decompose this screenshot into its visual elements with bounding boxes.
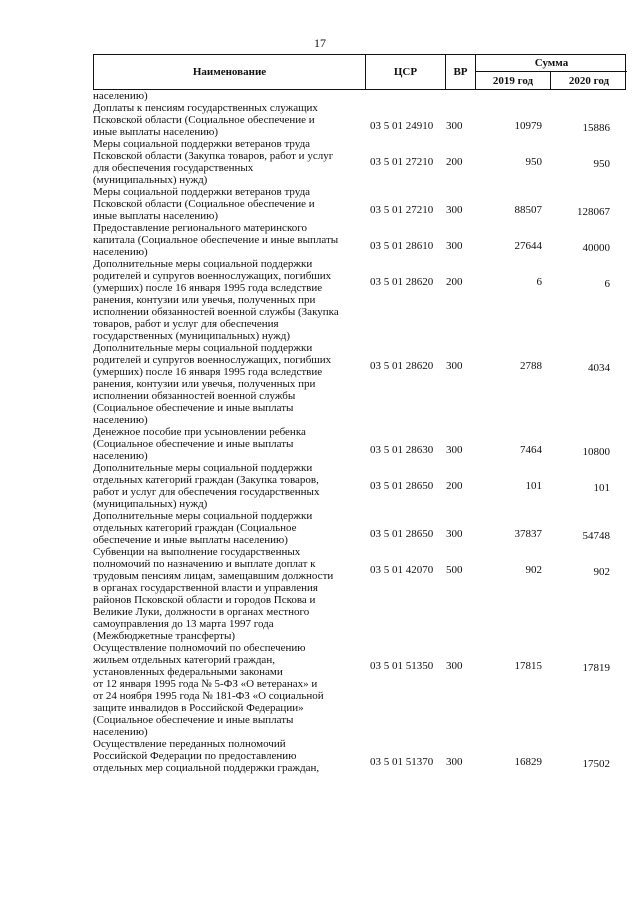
cell-name-line: Дополнительные меры социальной поддержки	[93, 258, 313, 270]
table-row	[0, 186, 640, 222]
cell-name-line: Псковской области (Закупка товаров, работ и услуг	[93, 150, 334, 162]
cell-name-line: защите инвалидов в Российской Федерации»	[93, 702, 304, 714]
cell-name	[93, 342, 355, 426]
cell-name-line: Доплаты к пенсиям государственных служащих	[93, 102, 318, 114]
cell-name-line: (Социальное обеспечение и иные выплаты	[93, 438, 294, 450]
cell-name-line: (Межбюджетные трансферты)	[93, 630, 235, 642]
cell-name-line: от 12 января 1995 года № 5-ФЗ «О ветеранах» и	[93, 678, 318, 690]
cell-name-line: населению)	[93, 90, 148, 102]
header-year-2020: 2020 год	[568, 74, 610, 87]
table-row	[0, 138, 640, 186]
cell-csr: 03 5 01 27210	[370, 156, 434, 168]
cell-name-line: населению)	[93, 726, 148, 738]
cell-name	[93, 258, 355, 342]
cell-y1: 950	[525, 156, 542, 168]
cell-vr: 300	[446, 240, 463, 252]
cell-y2: 4034	[588, 362, 610, 374]
cell-y2: 40000	[582, 242, 610, 254]
cell-csr: 03 5 01 28610	[370, 240, 434, 252]
cell-y1: 16829	[514, 756, 542, 768]
cell-y2: 902	[593, 566, 610, 578]
header-vr: ВР	[446, 55, 476, 89]
table-row	[0, 342, 640, 426]
cell-vr: 300	[446, 204, 463, 216]
cell-y1: 6	[536, 276, 542, 288]
cell-name-line: государственных (муниципальных) нужд)	[93, 330, 290, 342]
table-row	[0, 510, 640, 546]
cell-vr: 200	[446, 480, 463, 492]
cell-name-line: районов Псковской области и городов Пскова и	[93, 594, 316, 606]
cell-name-line: исполнении обязанностей военной службы (Закупка	[93, 306, 339, 318]
cell-name-line: Дополнительные меры социальной поддержки	[93, 462, 313, 474]
cell-y2: 54748	[582, 530, 610, 542]
cell-csr: 03 5 01 42070	[370, 564, 434, 576]
header-year-2019: 2019 год	[476, 72, 551, 89]
cell-name-line: Осуществление полномочий по обеспечению	[93, 642, 306, 654]
cell-name-line: от 24 ноября 1995 года № 181-ФЗ «О социальной	[93, 690, 324, 702]
cell-name-line: Меры социальной поддержки ветеранов труда	[93, 186, 311, 198]
cell-name-line: иные выплаты населению)	[93, 210, 218, 222]
table-row	[0, 258, 640, 342]
cell-name-line: родителей и супругов военнослужащих, погибших	[93, 270, 332, 282]
cell-csr: 03 5 01 28650	[370, 480, 434, 492]
cell-name-line: полномочий по назначению и выплате доплат к	[93, 558, 316, 570]
cell-name-line: населению)	[93, 450, 148, 462]
page-number: 17	[314, 36, 326, 50]
cell-name	[93, 186, 355, 222]
cell-name-line: ранения, контузии или увечья, полученных при	[93, 378, 316, 390]
cell-name-line: Псковской области (Социальное обеспечение и	[93, 198, 315, 210]
cell-y2: 6	[604, 278, 610, 290]
cell-y2: 128067	[577, 206, 610, 218]
cell-name-line: Российской Федерации по предоставлению	[93, 750, 297, 762]
table-row	[0, 738, 640, 774]
cell-name-line: установленных федеральными законами	[93, 666, 283, 678]
cell-name-line: исполнении обязанностей военной службы	[93, 390, 296, 402]
cell-vr: 300	[446, 756, 463, 768]
cell-y1: 2788	[520, 360, 542, 372]
header-csr: ЦСР	[366, 55, 446, 89]
cell-y1: 10979	[514, 120, 542, 132]
cell-name	[93, 546, 355, 642]
cell-y2: 101	[593, 482, 610, 494]
cell-name	[93, 462, 355, 510]
cell-csr: 03 5 01 27210	[370, 204, 434, 216]
cell-y1: 37837	[514, 528, 542, 540]
cell-csr: 03 5 01 51350	[370, 660, 434, 672]
cell-name-line: Меры социальной поддержки ветеранов труда	[93, 138, 311, 150]
cell-vr: 200	[446, 156, 463, 168]
cell-vr: 500	[446, 564, 463, 576]
cell-name-line: Великие Луки, должности в органах местного	[93, 606, 310, 618]
cell-vr: 300	[446, 660, 463, 672]
cell-name-line: в органах государственной власти и управления	[93, 582, 318, 594]
cell-csr: 03 5 01 51370	[370, 756, 434, 768]
cell-vr: 300	[446, 360, 463, 372]
cell-name-line: Денежное пособие при усыновлении ребенка	[93, 426, 306, 438]
cell-name	[93, 510, 355, 546]
cell-vr: 200	[446, 276, 463, 288]
cell-name-line: Дополнительные меры социальной поддержки	[93, 510, 313, 522]
cell-name-line: (Социальное обеспечение и иные выплаты	[93, 402, 294, 414]
cell-csr: 03 5 01 28620	[370, 276, 434, 288]
cell-name	[93, 642, 355, 738]
cell-name-line: Предоставление регионального материнского	[93, 222, 307, 234]
cell-y2: 17502	[582, 758, 610, 770]
cell-y2: 950	[593, 158, 610, 170]
cell-name-line: трудовым пенсиям лицам, замещавшим должности	[93, 570, 334, 582]
cell-name-line: жильем отдельных категорий граждан,	[93, 654, 275, 666]
cell-vr: 300	[446, 120, 463, 132]
cell-y1: 17815	[514, 660, 542, 672]
cell-name-line: населению)	[93, 414, 148, 426]
cell-name-line: населению)	[93, 246, 148, 258]
cell-name-line: Псковской области (Социальное обеспечение и	[93, 114, 315, 126]
cell-name-line: для обеспечения государственных	[93, 162, 254, 174]
cell-y1: 101	[525, 480, 542, 492]
table-row	[0, 90, 640, 102]
cell-name-line: (умерших) после 16 января 1995 года вследствие	[93, 366, 323, 378]
cell-name-line: (муниципальных) нужд)	[93, 174, 208, 186]
table-row	[0, 546, 640, 642]
cell-csr: 03 5 01 24910	[370, 120, 434, 132]
cell-y2: 10800	[582, 446, 610, 458]
cell-name	[93, 138, 355, 186]
cell-name	[93, 102, 355, 138]
cell-vr: 300	[446, 444, 463, 456]
table-row	[0, 462, 640, 510]
table-row	[0, 642, 640, 738]
cell-y2: 15886	[582, 122, 610, 134]
cell-name-line: Субвенции на выполнение государственных	[93, 546, 301, 558]
cell-y1: 88507	[514, 204, 542, 216]
cell-name	[93, 90, 355, 102]
cell-name-line: (муниципальных) нужд)	[93, 498, 208, 510]
cell-name-line: Дополнительные меры социальной поддержки	[93, 342, 313, 354]
cell-name-line: ранения, контузии или увечья, полученных при	[93, 294, 316, 306]
header-name: Наименование	[94, 55, 366, 89]
cell-name-line: Осуществление переданных полномочий	[93, 738, 286, 750]
cell-csr: 03 5 01 28620	[370, 360, 434, 372]
cell-name-line: родителей и супругов военнослужащих, погибших	[93, 354, 332, 366]
cell-y2: 17819	[582, 662, 610, 674]
cell-name-line: капитала (Социальное обеспечение и иные выплаты	[93, 234, 339, 246]
cell-csr: 03 5 01 28650	[370, 528, 434, 540]
cell-name-line: отдельных категорий граждан (Социальное	[93, 522, 297, 534]
table-row	[0, 222, 640, 258]
cell-name-line: отдельных категорий граждан (Закупка товаров,	[93, 474, 319, 486]
table-row	[0, 426, 640, 462]
cell-name-line: самоуправления до 13 марта 1997 года	[93, 618, 274, 630]
cell-name-line: работ и услуг для обеспечения государственных	[93, 486, 320, 498]
cell-name	[93, 738, 355, 774]
table-body	[0, 90, 640, 774]
cell-name-line: обеспечение и иные выплаты населению)	[93, 534, 288, 546]
cell-vr: 300	[446, 528, 463, 540]
cell-name	[93, 426, 355, 462]
cell-name-line: (умерших) после 16 января 1995 года вследствие	[93, 282, 323, 294]
table-row	[0, 102, 640, 138]
table-header	[93, 54, 626, 90]
header-sum: Сумма	[476, 55, 627, 72]
cell-name-line: отдельных мер социальной поддержки граждан,	[93, 762, 320, 774]
cell-name	[93, 222, 355, 258]
cell-name-line: (Социальное обеспечение и иные выплаты	[93, 714, 294, 726]
cell-y1: 902	[525, 564, 542, 576]
cell-y1: 27644	[514, 240, 542, 252]
cell-csr: 03 5 01 28630	[370, 444, 434, 456]
cell-name-line: иные выплаты населению)	[93, 126, 218, 138]
cell-name-line: товаров, работ и услуг для обеспечения	[93, 318, 279, 330]
cell-y1: 7464	[520, 444, 542, 456]
